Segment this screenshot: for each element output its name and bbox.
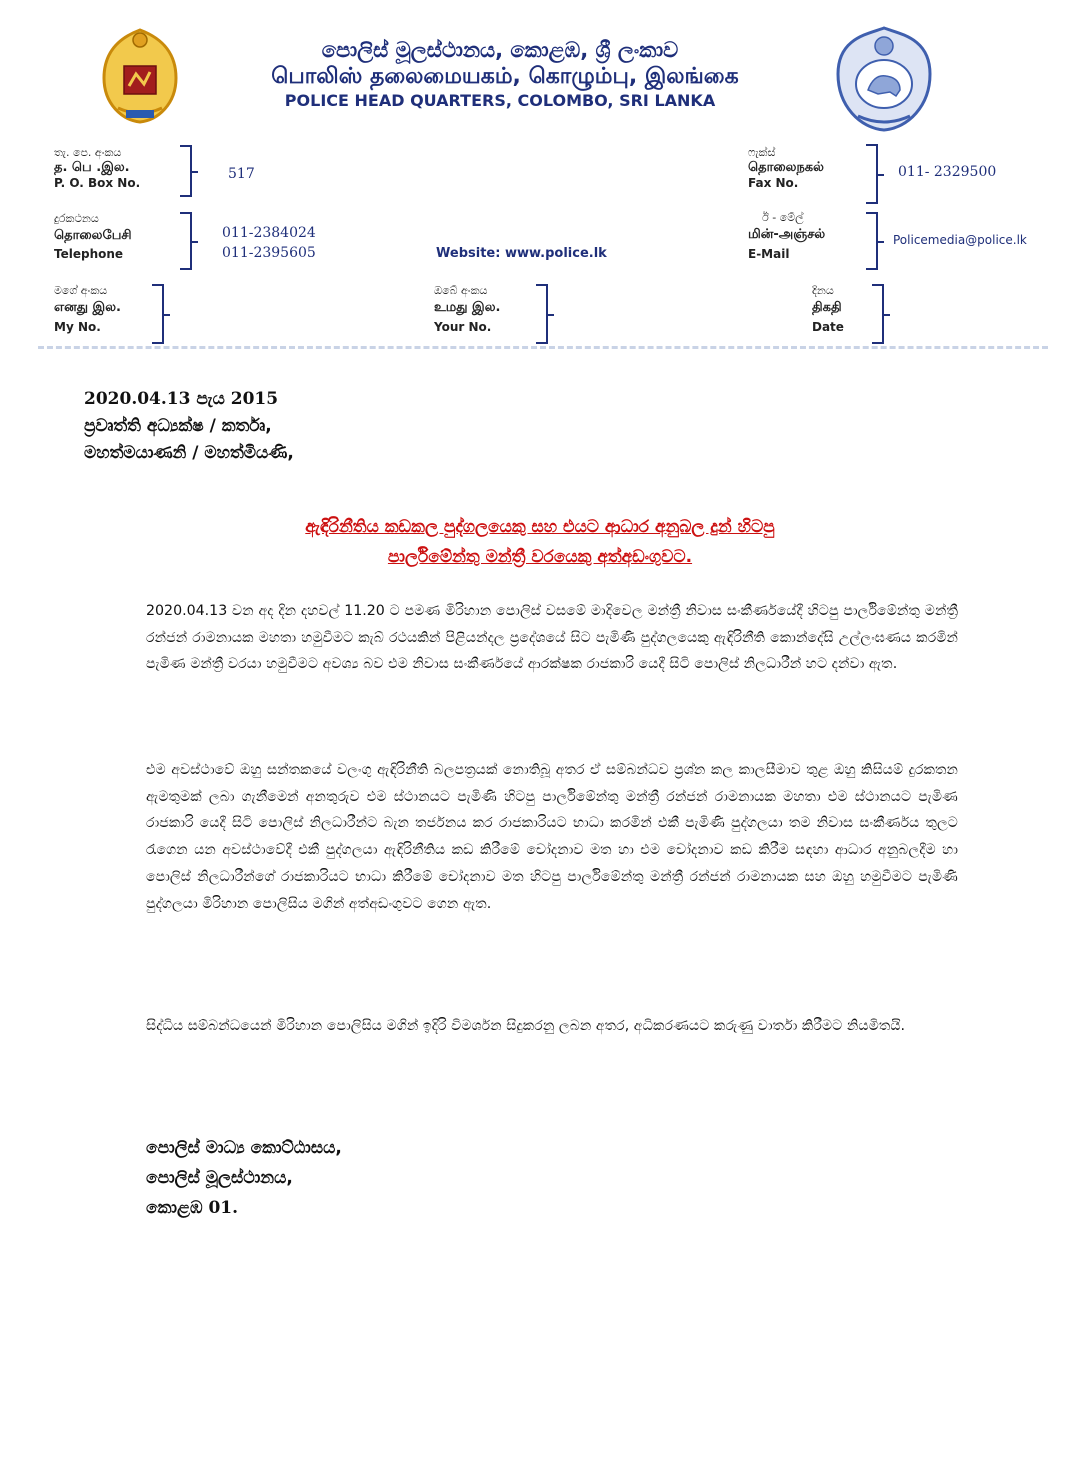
title-line-2: පාර්ලිමේන්තු මන්ත්‍රී වරයෙකු අත්අඩංගුවට.: [387, 547, 693, 567]
fax-value: 011- 2329500: [898, 164, 997, 180]
email-label-si: ඊ - මේල්: [762, 211, 804, 224]
letter-title: [180, 512, 900, 572]
fax-label-ta: தொலைநகல்: [748, 160, 824, 175]
my-no-brace: [152, 284, 164, 344]
signature-line-2: පොලිස් මූලස්ථානය,: [146, 1168, 293, 1188]
pobox-brace: [180, 145, 192, 197]
telephone-label-si: දුරකථනය: [54, 212, 99, 225]
pobox-value: 517: [228, 166, 255, 182]
your-no-label-si: ඔබේ අංකය: [434, 284, 488, 297]
my-no-label-en: My No.: [54, 320, 101, 334]
telephone-brace: [180, 212, 192, 270]
header-title-tamil: பொலிஸ் தலைமையகம், கொழும்பு, இலங்கை: [271, 64, 739, 89]
email-label-en: E-Mail: [748, 247, 790, 261]
signature-line-1: පොලිස් මාධ්‍ය කොට්ඨාසය,: [146, 1138, 342, 1158]
letter-top-block: [84, 386, 294, 467]
your-no-label-ta: உமது இல.: [434, 300, 501, 315]
police-badge-icon: [830, 24, 938, 134]
header-divider: [38, 346, 1048, 349]
date-label-si: දිනය: [812, 284, 834, 297]
your-no-label-en: Your No.: [434, 320, 492, 334]
email-label-ta: மின்-அஞ்சல்: [748, 227, 826, 242]
telephone-value-2: 011-2395605: [222, 245, 316, 261]
email-brace: [866, 212, 878, 270]
my-no-label-si: මගේ අංකය: [54, 284, 108, 297]
date-line: 2020.04.13 පැය 2015: [84, 389, 279, 409]
date-brace: [872, 284, 884, 344]
title-line-1: ඇඳිරිනීතිය කඩකල පුද්ගලයෙකු සහ එයට ආධාර අනුබල දුන් හිටපු: [305, 517, 775, 537]
addressee-line-1: ප්‍රවෘත්ති අධ්‍යක්ෂ / කර්තෘ,: [84, 416, 272, 436]
signature-line-3: කොළඹ 01.: [146, 1198, 239, 1218]
pobox-label-ta: த. பெ .இல.: [54, 160, 130, 175]
signature-block: [146, 1133, 342, 1223]
fax-brace: [866, 144, 878, 204]
telephone-label-en: Telephone: [54, 247, 124, 261]
paragraph-3: සිද්ධිය සම්බන්ධයෙන් මිරිහාන පොලිසිය මගින් ඉදිරි විමර්ශන සිදුකරනු ලබන අතර, අධිකරණයට කරුණු වාර්තා කිරීමට නියමිතයි.: [146, 1018, 906, 1034]
email-value: Policemedia@police.lk: [893, 233, 1027, 247]
paragraph-1: 2020.04.13 වන අද දින දහවල් 11.20 ට පමණ මිරිහාන පොලිස් වසමේ මාදිවෙල මන්ත්‍රී නිවාස සංකීර්ණයේදී හිටපු පාර්ලිමේන්තු මන්ත්‍රී රන්ජන් රාමනායක මහතා හමුවීමට කැබ් රථයකින් පිළියන්දල ප්‍රදේශයේ සිට පැමිණි පුද්ගලයෙකු ඇඳිරිනීති කොන්දේසි උල්ලංඝණය කරමින් පැමිණ මන්ත්‍රී වරයා හමුවීමට අවශ්‍ය බව එම නිවාස සංකීර්ණයේ ආරක්ෂක රාජකාරි යෙදී සිටි පොලිස් නිලධාරීන් හට දන්වා ඇත.: [146, 603, 958, 673]
pobox-label-en: P. O. Box No.: [54, 176, 141, 190]
telephone-value-1: 011-2384024: [222, 225, 316, 241]
paragraph-2: එම අවස්ථාවේ ඔහු සන්තකයේ වලංගු ඇඳිරිනීති බලපත්‍රයක් නොතිබූ අතර ඒ සම්බන්ධව ප්‍රශ්න කල කාලසීමාව තුළ ඔහු කිසියම් දුරකතන ඇමතුමක් ලබා ගැනීමෙන් අනතුරුව එම ස්ථානයට පැමිණි හිටපු පාර්ලිමේන්තු මන්ත්‍රී රන්ජන් රාමනායක මහතා එම ස්ථානයට පැමිණ රාජකාරි යෙදී සිටි පොලිස් නිලධාරීන්ට බැන තර්ජනය කර රාජකාරියට භාධා කරමින් එකී පැමිණි පුද්ගලයා තම නිවාස සංකීර්ණය තුලට රැගෙන යන අවස්ථාවේදී එකී පුද්ගලයා ඇඳිරිනීතිය කඩ කිරීමේ චෝදනාව මත හා එම චෝදනාව කඩ කිරීම සඳහා ආධාර අනුබලදීම හා පොලිස් නිලධාරීන්ගේ රාජකාරියට භාධා කිරීමේ චෝදනාව මත හිටපු පාර්ලිමේන්තු මන්ත්‍රී රන්ජන් රාමනායක සහ ඔහු හමුවීමට පැමිණි පුද්ගලයා මිරිහාන පොලිසිය මගින් අත්අඩංගුවට ගෙන ඇත.: [146, 762, 958, 912]
pobox-label-si: තැ. පෙ. අංකය: [54, 146, 122, 159]
website-text: Website: www.police.lk: [436, 246, 607, 261]
date-label-ta: திகதி: [812, 300, 842, 315]
telephone-label-ta: தொலைபேசி: [54, 228, 132, 243]
header-title-english: POLICE HEAD QUARTERS, COLOMBO, SRI LANKA: [284, 91, 716, 110]
addressee-line-2: මහත්මයාණනි / මහත්මියණි,: [84, 443, 294, 463]
your-no-brace: [536, 284, 548, 344]
header-title-sinhala: පොලිස් මූලස්ථානය, කොළඹ, ශ්‍රී ලංකාව: [321, 38, 679, 62]
fax-label-en: Fax No.: [748, 176, 799, 190]
fax-label-si: ෆැක්ස්: [748, 146, 776, 159]
sri-lanka-emblem-icon: [96, 26, 184, 126]
my-no-label-ta: எனது இல.: [54, 300, 121, 315]
date-label-en: Date: [812, 320, 844, 334]
